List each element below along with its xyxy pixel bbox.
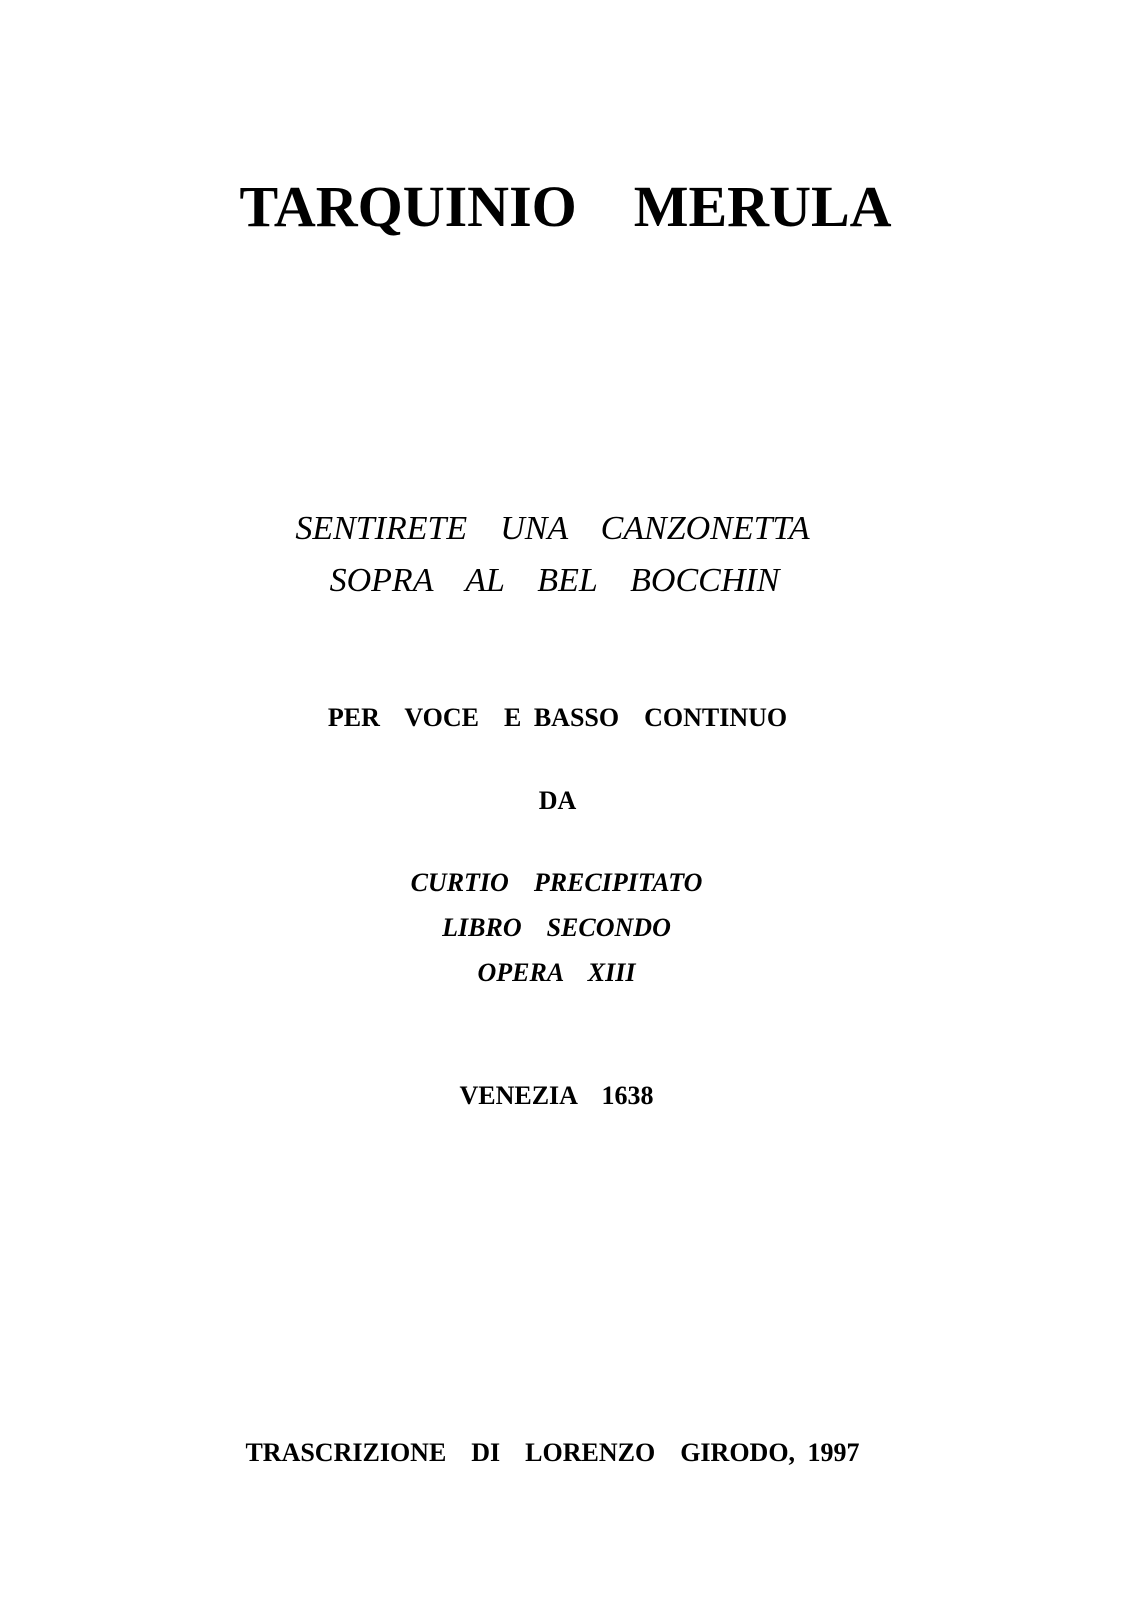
- title-line-2: SOPRA AL BEL BOCCHIN: [329, 562, 780, 599]
- from-label: DA: [538, 786, 577, 815]
- composer-name: TARQUINIO MERULA: [239, 174, 892, 239]
- publication-place-year: VENEZIA 1638: [459, 1081, 654, 1110]
- scoring: PER VOCE E BASSO CONTINUO: [327, 703, 788, 732]
- transcription-credit: TRASCRIZIONE DI LORENZO GIRODO, 1997: [245, 1438, 860, 1467]
- source-line-2: LIBRO SECONDO: [442, 913, 671, 942]
- source-line-1: CURTIO PRECIPITATO: [410, 868, 703, 897]
- title-line-1: SENTIRETE UNA CANZONETTA: [295, 510, 810, 547]
- source-line-3: OPERA XIII: [477, 958, 636, 987]
